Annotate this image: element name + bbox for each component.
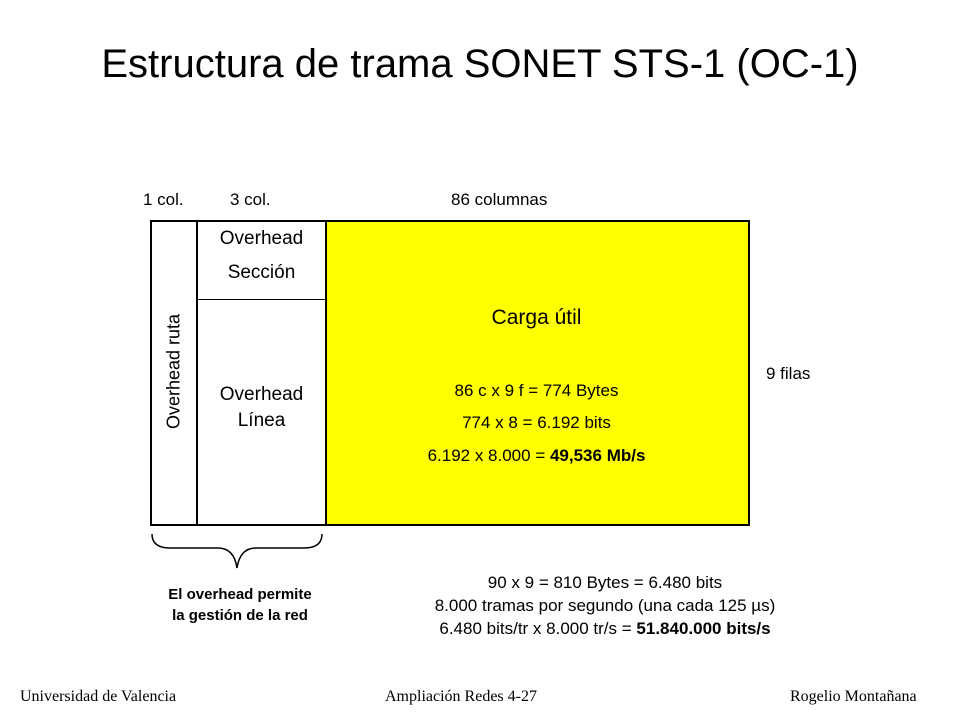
frame-summary [370,571,840,640]
section-overhead-block [198,222,325,300]
route-overhead-label: Overhead ruta [163,313,184,430]
summary-line-2: 8.000 tramas por segundo (una cada 125 µs) [434,596,776,615]
line-overhead-label-2: Línea [237,410,286,431]
section-overhead-label-1: Overhead [219,228,304,249]
summary-line-3 [370,617,840,640]
overhead-note-line-1: El overhead permite [168,586,312,603]
summary-line-1: 90 x 9 = 810 Bytes = 6.480 bits [487,573,723,592]
payload-title: Carga útil [491,306,582,329]
line-overhead-label-1: Overhead [219,384,304,405]
payload-calc-3 [325,446,748,466]
payload-rate: 49,536 Mb/s [549,446,646,465]
footer-left: Universidad de Valencia [20,688,177,705]
payload-calc-1: 86 c x 9 f = 774 Bytes [454,381,619,400]
rows-label: 9 filas [766,364,811,383]
footer-right: Rogelio Montañana [790,688,917,705]
overhead-note-line-2: la gestión de la red [172,607,308,624]
summary-line-3-prefix: 6.480 bits/tr x 8.000 tr/s = [439,619,637,638]
section-overhead-label-2: Sección [227,262,296,283]
line-overhead-block [198,300,325,524]
payload-calc-2: 774 x 8 = 6.192 bits [462,413,611,432]
column-label-1: 1 col. [143,190,184,209]
payload-block [325,222,748,524]
overhead-brace [148,530,326,574]
page-title: Estructura de trama SONET STS-1 (OC-1) [101,42,859,86]
column-label-3: 3 col. [230,190,271,209]
summary-bitrate: 51.840.000 bits/s [636,619,771,638]
column-label-86: 86 columnas [451,190,548,209]
overhead-note [120,584,360,626]
footer-center: Ampliación Redes 4-27 [385,688,537,705]
payload-calc-3-prefix: 6.192 x 8.000 = [427,446,550,465]
